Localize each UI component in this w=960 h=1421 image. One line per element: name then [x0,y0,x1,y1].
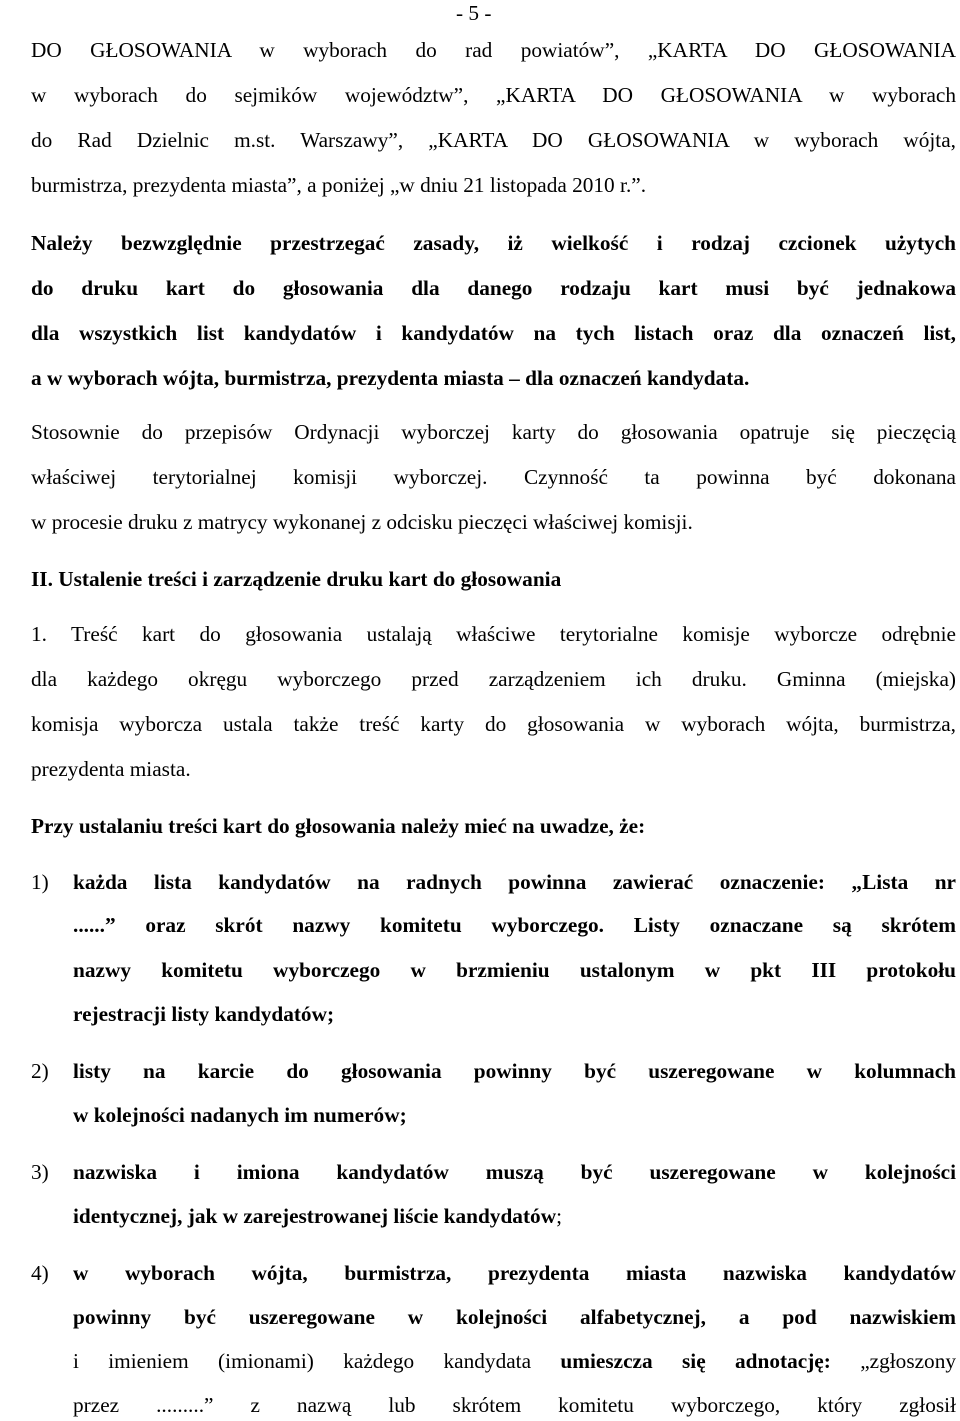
list-item-line: każda lista kandydatów na radnych powinna zawierać oznaczenie: „Lista nr [73,870,956,894]
list-item-text-bold: umieszcza się adnotację: [560,1349,831,1373]
list-item-line: ......” oraz skrót nazwy komitetu wyborczego. Listy oznaczane są skrótem [73,913,956,937]
list-item-line: nazwy komitetu wyborczego w brzmieniu ustalonym w pkt III protokołu [73,958,956,982]
section-heading: II. Ustalenie treści i zarządzenie druku kart do głosowania [31,567,562,591]
page-number: - 5 - [456,1,492,25]
list-item-line [73,1203,956,1229]
text-line: właściwej terytorialnej komisji wyborczej. Czynność ta powinna być dokonana [31,465,956,489]
list-number: 2) [31,1059,49,1083]
text-line: DO GŁOSOWANIA w wyborach do rad powiatów”, „KARTA DO GŁOSOWANIA [31,38,956,62]
bold-line: Należy bezwzględnie przestrzegać zasady, iż wielkość i rodzaj czcionek użytych [31,231,956,255]
list-item-line: w wyborach wójta, burmistrza, prezydenta miasta nazwiska kandydatów [73,1261,956,1285]
list-number: 3) [31,1160,49,1184]
subheading: Przy ustalaniu treści kart do głosowania należy mieć na uwadze, że: [31,814,646,838]
bold-line: do druku kart do głosowania dla danego rodzaju kart musi być jednakowa [31,276,956,300]
list-item-punct: ; [556,1204,562,1228]
bold-line: a w wyborach wójta, burmistrza, prezydenta miasta – dla oznaczeń kandydata. [31,366,750,390]
text-line: dla każdego okręgu wyborczego przed zarządzeniem ich druku. Gminna (miejska) [31,667,956,691]
list-item-text: i imieniem (imionami) każdego kandydata [73,1349,561,1373]
list-item-text: identycznej, jak w zarejestrowanej liście kandydatów [73,1204,557,1228]
text-line: w wyborach do sejmików województw”, „KARTA DO GŁOSOWANIA w wyborach [31,83,956,107]
list-item-line [73,1348,956,1374]
list-item-line: rejestracji listy kandydatów; [73,1002,335,1026]
text-line: Stosownie do przepisów Ordynacji wyborczej karty do głosowania opatruje się pieczęcią [31,420,956,444]
bold-line: dla wszystkich list kandydatów i kandydatów na tych listach oraz dla oznaczeń list, [31,321,956,345]
text-line: burmistrza, prezydenta miasta”, a poniżej „w dniu 21 listopada 2010 r.”. [31,173,647,197]
list-item-text: „zgłoszony [830,1349,957,1373]
list-item-line: powinny być uszeregowane w kolejności alfabetycznej, a pod nazwiskiem [73,1305,956,1329]
list-item-line: przez .........” z nazwą lub skrótem komitetu wyborczego, który zgłosił [73,1393,956,1417]
list-number: 1) [31,870,49,894]
list-number: 4) [31,1261,49,1285]
text-line: w procesie druku z matrycy wykonanej z odcisku pieczęci właściwej komisji. [31,510,693,534]
text-line: komisja wyborcza ustala także treść karty do głosowania w wyborach wójta, burmistrza, [31,712,956,736]
text-line: 1. Treść kart do głosowania ustalają właściwe terytorialne komisje wyborcze odrębnie [31,622,956,646]
text-line: do Rad Dzielnic m.st. Warszawy”, „KARTA DO GŁOSOWANIA w wyborach wójta, [31,128,956,152]
list-item-line: w kolejności nadanych im numerów; [73,1103,407,1127]
text-line: prezydenta miasta. [31,757,191,781]
list-item-line: listy na karcie do głosowania powinny być uszeregowane w kolumnach [73,1059,956,1083]
list-item-line: nazwiska i imiona kandydatów muszą być uszeregowane w kolejności [73,1160,956,1184]
